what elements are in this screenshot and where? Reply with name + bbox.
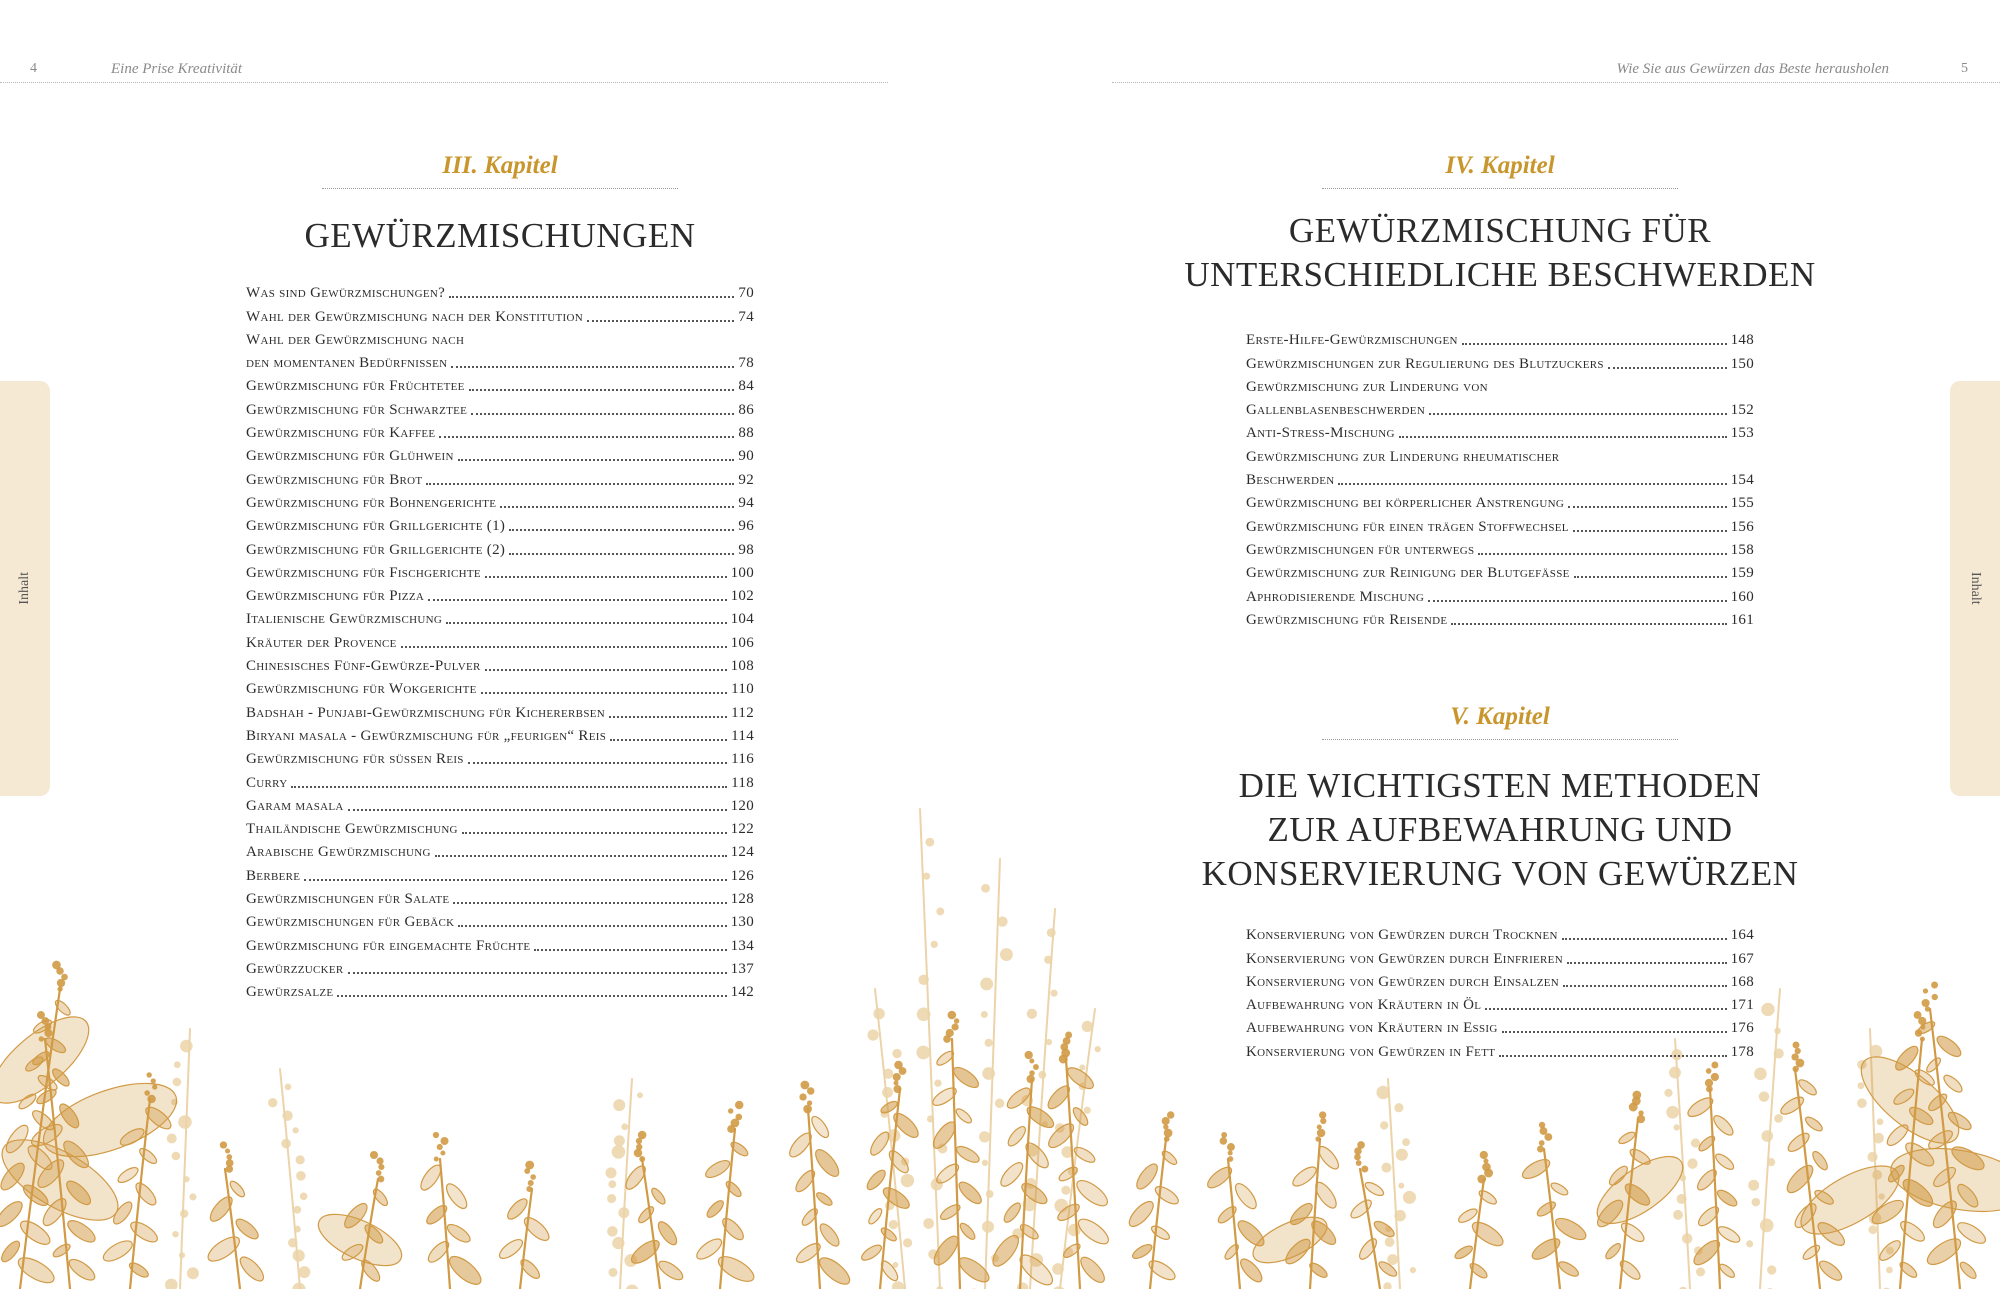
toc-entry[interactable] [246,768,754,791]
toc-entry[interactable] [1246,582,1754,605]
toc-entry[interactable] [246,838,754,861]
side-tab-inhalt[interactable] [1950,381,2000,796]
dot-leader [1562,938,1727,940]
dot-leader [451,366,734,368]
toc-list-chapter-iv [1246,326,1754,629]
dot-leader [337,995,726,997]
toc-entry-title: Gewürzmischung für Wokgerichte [246,681,477,698]
dot-leader [449,296,734,298]
toc-entry-page: 164 [1730,927,1754,944]
dot-leader [348,972,727,974]
toc-entry-title: Gewürzmischung für Früchtetee [246,378,465,395]
chapter-v-title: DIE WICHTIGSTEN METHODEN ZUR AUFBEWAHRUNG UND KONSERVIERUNG VON GEWÜRZEN [1201,766,1799,893]
toc-entry[interactable] [246,419,754,442]
dot-leader [1462,343,1727,345]
toc-entry-page: 142 [730,984,754,1001]
toc-entry[interactable] [246,861,754,884]
dot-leader [468,762,727,764]
dot-leader [426,483,734,485]
toc-entry[interactable] [1246,559,1754,582]
toc-entry-page: 92 [738,471,754,488]
toc-entry-page: 106 [730,634,754,651]
toc-entry-page: 167 [1730,950,1754,967]
toc-entry[interactable] [246,792,754,815]
toc-entry-page: 88 [738,425,754,442]
toc-entry-page: 134 [730,937,754,954]
header-rule [1112,82,2000,83]
dot-leader [304,879,726,881]
toc-entry-page: 150 [1730,355,1754,372]
toc-entry[interactable] [1246,489,1754,512]
toc-entry-title: Wahl der Gewürzmischung nach [246,331,465,348]
chapter-rule [322,188,678,189]
toc-entry-page: 155 [1730,495,1754,512]
toc-entry-title: Gewürzmischung für Reisende [1246,611,1448,628]
toc-entry[interactable] [246,442,754,465]
dot-leader [401,646,727,648]
toc-entry[interactable] [246,745,754,768]
chapter-title: GEWÜRZMISCHUNGEN [304,216,696,255]
toc-entry-title: Gewürzmischung für Grillgerichte (1) [246,518,506,535]
toc-entry[interactable] [246,302,754,325]
dot-leader [609,716,727,718]
toc-entry-page: 118 [731,774,754,791]
dot-leader [509,529,734,531]
toc-entry[interactable] [246,628,754,651]
toc-entry[interactable] [1246,512,1754,535]
toc-entry-page: 74 [738,308,754,325]
toc-entry[interactable] [1246,349,1754,372]
toc-entry-page: 176 [1730,1020,1754,1037]
dot-leader [446,622,727,624]
toc-entry-title: Gewürzmischung zur Linderung rheumatischer [1246,448,1560,465]
dot-leader [348,809,727,811]
running-header: Wie Sie aus Gewürzen das Beste herausholen [1616,61,1889,77]
toc-entry-page: 120 [730,797,754,814]
toc-entry[interactable] [1246,944,1754,967]
dot-leader [1338,483,1726,485]
toc-entry-page: 178 [1730,1043,1754,1060]
toc-entry-title: Badshah - Punjabi-Gewürzmischung für Kichererbsen [246,704,605,721]
toc-entry-title: Chinesisches Fünf-Gewürze-Pulver [246,658,481,675]
toc-entry-title: Gewürzsalze [246,984,334,1001]
toc-entry-page: 108 [730,658,754,675]
toc-entry-title: Aufbewahrung von Kräutern in Essig [1246,1020,1498,1037]
toc-entry-title: Aufbewahrung von Kräutern in Öl [1246,997,1482,1014]
toc-entry-title: Gewürzmischung für Glühwein [246,448,454,465]
toc-entry[interactable] [246,605,754,628]
toc-entry-title: Gewürzmischungen für unterwegs [1246,541,1475,558]
toc-entry-title: Biryani masala - Gewürzmischung für „feurigen“ Reis [246,727,607,744]
running-header: Eine Prise Kreativität [111,61,243,77]
chapter-iv-label: IV. Kapitel [1445,152,1555,179]
toc-entry-page: 159 [1730,565,1754,582]
toc-entry[interactable] [1246,1037,1754,1060]
toc-entry[interactable] [1246,326,1754,349]
dot-leader [1451,623,1726,625]
toc-list [246,279,754,1001]
toc-entry-title: Wahl der Gewürzmischung nach der Konstitution [246,308,583,325]
dot-leader [1502,1031,1727,1033]
toc-entry[interactable] [246,815,754,838]
toc-entry-title: Gewürzmischung zur Linderung von [1246,378,1488,395]
dot-leader [1485,1008,1726,1010]
chapter-iv-title: GEWÜRZMISCHUNG FÜR UNTERSCHIEDLICHE BESCHWERDEN [1184,211,1816,294]
toc-entry-title: Italienische Gewürzmischung [246,611,443,628]
dot-leader [587,320,734,322]
dot-leader [462,832,727,834]
toc-entry[interactable] [246,885,754,908]
toc-entry-title: Berbere [246,867,301,884]
toc-entry[interactable] [1246,606,1754,629]
toc-entry-page: 161 [1730,611,1754,628]
dot-leader [500,506,734,508]
toc-entry-page: 94 [738,494,754,511]
toc-entry-title: Gewürzmischung für Brot [246,471,423,488]
toc-entry-title: Konservierung von Gewürzen durch Einsalzen [1246,973,1559,990]
dot-leader [481,692,727,694]
toc-entry[interactable] [1246,442,1754,465]
toc-entry-page: 96 [738,518,754,535]
dot-leader [485,669,727,671]
dot-leader [428,599,727,601]
toc-entry-page: 84 [738,378,754,395]
toc-entry-title: Gewürzmischungen für Gebäck [246,914,455,931]
toc-entry-page: 160 [1730,588,1754,605]
chapter-label: III. Kapitel [442,152,558,179]
chapter-rule [1322,188,1678,189]
toc-entry[interactable] [246,931,754,954]
toc-entry-page: 137 [730,960,754,977]
dot-leader [1573,530,1727,532]
toc-entry-title: Gewürzmischungen für Salate [246,891,450,908]
dot-leader [469,389,735,391]
toc-entry-title: Gewürzmischung für Grillgerichte (2) [246,541,506,558]
toc-entry-page: 70 [738,285,754,302]
toc-entry[interactable] [246,326,754,349]
toc-entry-title: Gewürzmischung zur Reinigung der Blutgefässe [1246,565,1570,582]
toc-entry[interactable] [246,908,754,931]
toc-entry-page: 158 [1730,541,1754,558]
dot-leader [1429,413,1727,415]
dot-leader [439,436,734,438]
toc-entry[interactable] [246,489,754,512]
toc-entry[interactable] [246,698,754,721]
dot-leader [1499,1055,1726,1057]
toc-entry-page: 122 [730,821,754,838]
toc-entry[interactable] [1246,373,1754,396]
toc-entry[interactable] [1246,536,1754,559]
toc-list-chapter-v [1246,921,1754,1061]
toc-entry-title: Gewürzzucker [246,960,344,977]
toc-entry-page: 86 [738,401,754,418]
toc-entry-title: Gewürzmischung für einen trägen Stoffwechsel [1246,518,1569,535]
toc-entry-title: Kräuter der Provence [246,634,397,651]
toc-entry-title: Konservierung von Gewürzen in Fett [1246,1043,1496,1060]
toc-entry-page: 112 [731,704,754,721]
toc-entry-title: Konservierung von Gewürzen durch Trocknen [1246,927,1558,944]
dot-leader [1563,985,1727,987]
toc-entry[interactable] [246,955,754,978]
toc-entry-page: 168 [1730,973,1754,990]
dot-leader [458,925,726,927]
toc-entry[interactable] [246,722,754,745]
toc-entry[interactable] [246,395,754,418]
toc-entry-page: 148 [1730,332,1754,349]
dot-leader [1567,962,1727,964]
dot-leader [534,949,726,951]
dot-leader [1399,436,1727,438]
toc-entry-page: 154 [1730,472,1754,489]
toc-entry-page: 153 [1730,425,1754,442]
toc-entry[interactable] [246,465,754,488]
toc-entry-title: Arabische Gewürzmischung [246,844,431,861]
toc-entry[interactable] [246,372,754,395]
side-tab-inhalt[interactable] [0,381,50,796]
toc-entry-page: 130 [730,914,754,931]
toc-entry[interactable] [246,652,754,675]
dot-leader [458,459,735,461]
dot-leader [1568,506,1726,508]
toc-entry[interactable] [1246,921,1754,944]
toc-entry-title: Beschwerden [1246,472,1335,489]
dot-leader [453,902,726,904]
side-tab-label: Inhalt [17,572,32,605]
toc-entry-page: 126 [730,867,754,884]
dot-leader [509,553,734,555]
toc-entry[interactable] [246,978,754,1001]
toc-entry-title: den momentanen Bedürfnissen [246,355,448,372]
dot-leader [1608,367,1727,369]
dot-leader [291,786,727,788]
toc-entry-page: 104 [730,611,754,628]
toc-entry-page: 124 [730,844,754,861]
toc-entry[interactable] [246,559,754,582]
toc-entry-page: 100 [730,564,754,581]
toc-entry-title: Konservierung von Gewürzen durch Einfrieren [1246,950,1563,967]
dot-leader [1428,600,1726,602]
toc-entry-page: 116 [731,751,754,768]
toc-entry-title: Aphrodisierende Mischung [1246,588,1425,605]
toc-entry[interactable] [1246,396,1754,419]
toc-entry-title: Gewürzmischung für Pizza [246,588,425,605]
toc-entry-page: 128 [730,891,754,908]
dot-leader [485,576,727,578]
toc-entry-title: Was sind Gewürzmischungen? [246,285,446,302]
chapter-v-label: V. Kapitel [1450,703,1550,730]
chapter-rule [1322,739,1678,740]
dot-leader [610,739,727,741]
toc-entry-title: Garam masala [246,797,344,814]
dot-leader [435,855,727,857]
page-number: 5 [1961,61,1968,76]
toc-entry-page: 110 [731,681,754,698]
toc-entry-title: Gewürzmischung für Schwarztee [246,401,468,418]
dot-leader [471,413,734,415]
toc-entry-title: Erste-Hilfe-Gewürzmischungen [1246,332,1458,349]
toc-entry[interactable] [246,349,754,372]
toc-entry-title: Gewürzmischung bei körperlicher Anstrengung [1246,495,1565,512]
toc-entry-title: Gewürzmischung für Fischgerichte [246,564,481,581]
toc-entry-page: 114 [731,727,754,744]
dot-leader [1478,553,1726,555]
toc-entry-title: Gewürzmischung für Kaffee [246,425,436,442]
toc-entry[interactable] [246,675,754,698]
toc-entry[interactable] [1246,991,1754,1014]
dot-leader [1574,576,1727,578]
toc-entry-title: Thailändische Gewürzmischung [246,821,458,838]
toc-entry-page: 156 [1730,518,1754,535]
toc-entry-page: 78 [738,355,754,372]
toc-entry-title: Anti-Stress-Mischung [1246,425,1395,442]
toc-entry-title: Gewürzmischungen zur Regulierung des Blutzuckers [1246,355,1604,372]
page-number: 4 [30,61,37,76]
toc-entry[interactable] [1246,419,1754,442]
toc-entry-page: 102 [730,588,754,605]
toc-entry[interactable] [246,582,754,605]
toc-entry[interactable] [246,535,754,558]
toc-entry[interactable] [1246,1014,1754,1037]
toc-entry-page: 98 [738,541,754,558]
toc-entry-title: Gewürzmischung für eingemachte Früchte [246,937,531,954]
side-tab-label: Inhalt [1968,572,1983,605]
toc-entry-title: Curry [246,774,288,791]
toc-entry[interactable] [1246,466,1754,489]
toc-entry-title: Gewürzmischung für Bohnengerichte [246,494,497,511]
toc-entry[interactable] [1246,968,1754,991]
toc-entry[interactable] [246,279,754,302]
toc-entry-page: 152 [1730,402,1754,419]
right-page [1000,0,2000,1289]
toc-entry[interactable] [246,512,754,535]
toc-entry-title: Gallenblasenbeschwerden [1246,402,1426,419]
toc-entry-title: Gewürzmischung für süssen Reis [246,751,464,768]
toc-entry-page: 171 [1730,997,1754,1014]
header-rule [0,82,888,83]
toc-entry-page: 90 [738,448,754,465]
